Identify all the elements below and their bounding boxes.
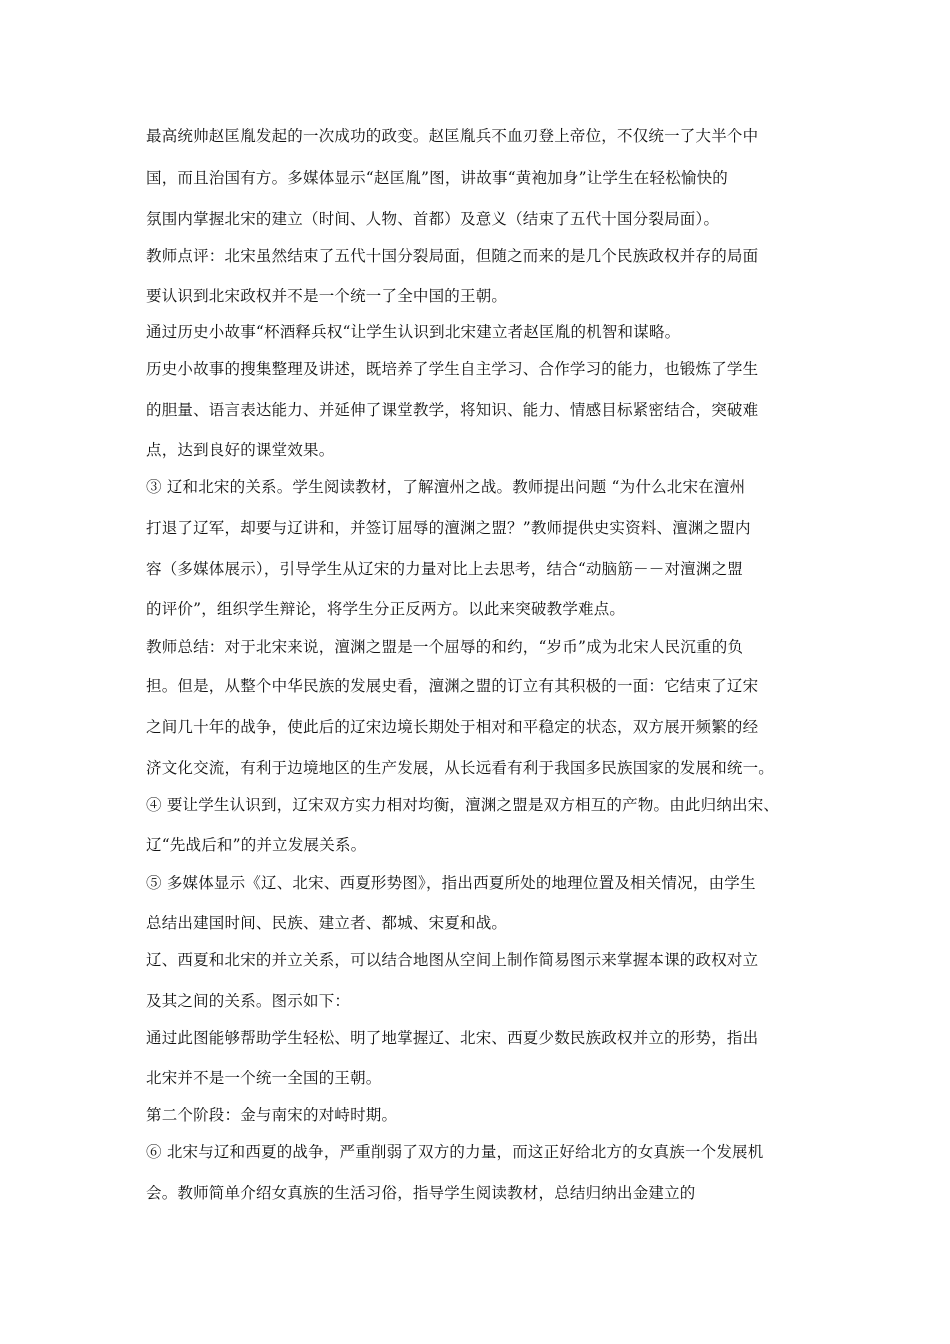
text-line: 的胆量、语言表达能力、并延伸了课堂教学，将知识、能力、情感目标紧密结合，突破难 <box>146 401 759 419</box>
text-line: 打退了辽军，却要与辽讲和，并签订屈辱的澶渊之盟？”教师提供史实资料、澶渊之盟内 <box>146 519 751 537</box>
text-line: 第二个阶段：金与南宋的对峙时期。 <box>146 1106 398 1124</box>
text-line: 氛围内掌握北宋的建立（时间、人物、首都）及意义（结束了五代十国分裂局面）。 <box>146 210 720 228</box>
text-line: 通过此图能够帮助学生轻松、明了地掌握辽、北宋、西夏少数民族政权并立的形势，指出 <box>146 1029 759 1047</box>
text-line: 辽“先战后和”的并立发展关系。 <box>146 836 367 854</box>
text-line: 的评价”，组织学生辩论，将学生分正反两方。以此来突破教学难点。 <box>146 600 626 618</box>
text-line: 历史小故事的搜集整理及讲述，既培养了学生自主学习、合作学习的能力，也锻炼了学生 <box>146 360 759 378</box>
text-line: 容（多媒体展示），引导学生从辽宋的力量对比上去思考，结合“动脑筋－－对澶渊之盟 <box>146 560 743 578</box>
text-line: ③ 辽和北宋的关系。学生阅读教材，了解澶州之战。教师提出问题 “为什么北宋在澶州 <box>146 478 746 496</box>
text-line: 辽、西夏和北宋的并立关系，可以结合地图从空间上制作简易图示来掌握本课的政权对立 <box>146 951 759 969</box>
text-line: 会。教师简单介绍女真族的生活习俗，指导学生阅读教材，总结归纳出金建立的 <box>146 1184 696 1202</box>
text-line: 北宋并不是一个统一全国的王朝。 <box>146 1069 382 1087</box>
text-line: 点，达到良好的课堂效果。 <box>146 441 335 459</box>
text-line: 教师总结：对于北宋来说，澶渊之盟是一个屈辱的和约，“岁币”成为北宋人民沉重的负 <box>146 638 744 656</box>
text-line: 之间几十年的战争，使此后的辽宋边境长期处于相对和平稳定的状态，双方展开频繁的经 <box>146 718 759 736</box>
text-line: 济文化交流，有利于边境地区的生产发展，从长远看有利于我国多民族国家的发展和统一。 <box>146 759 775 777</box>
text-line: 担。但是，从整个中华民族的发展史看，澶渊之盟的订立有其积极的一面：它结束了辽宋 <box>146 677 759 695</box>
text-line: 国，而且治国有方。多媒体显示“赵匡胤”图，讲故事“黄袍加身”让学生在轻松愉快的 <box>146 169 728 187</box>
text-line: 要认识到北宋政权并不是一个统一了全中国的王朝。 <box>146 287 508 305</box>
text-line: ④ 要让学生认识到，辽宋双方实力相对均衡，澶渊之盟是双方相互的产物。由此归纳出宋、 <box>146 796 780 814</box>
text-line: 教师点评：北宋虽然结束了五代十国分裂局面，但随之而来的是几个民族政权并存的局面 <box>146 247 759 265</box>
text-line: ⑥ 北宋与辽和西夏的战争，严重削弱了双方的力量，而这正好给北方的女真族一个发展机 <box>146 1143 764 1161</box>
text-line: ⑤ 多媒体显示《辽、北宋、西夏形势图》，指出西夏所处的地理位置及相关情况，由学生 <box>146 874 756 892</box>
text-line: 通过历史小故事“杯酒释兵权“让学生认识到北宋建立者赵匡胤的机智和谋略。 <box>146 323 681 341</box>
text-line: 最高统帅赵匡胤发起的一次成功的政变。赵匡胤兵不血刃登上帝位，不仅统一了大半个中 <box>146 127 759 145</box>
text-line: 及其之间的关系。图示如下： <box>146 992 351 1010</box>
text-line: 总结出建国时间、民族、建立者、都城、宋夏和战。 <box>146 914 508 932</box>
